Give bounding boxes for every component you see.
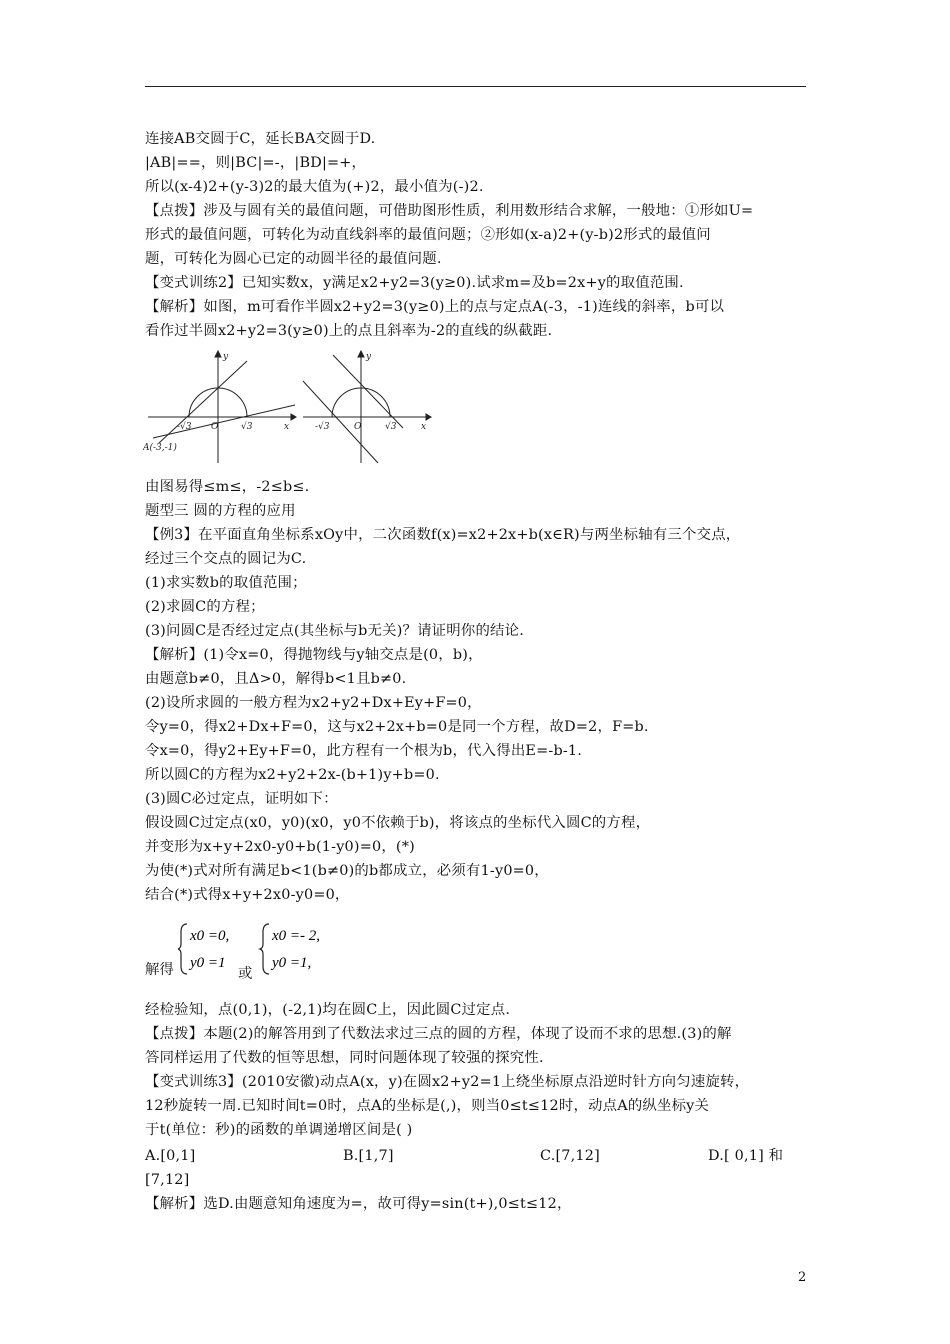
solve-label: 解得 [145,962,174,978]
text-line: 【解析】选D.由题意知角速度为=，故可得y=sin(t+),0≤t≤12， [145,1196,572,1212]
option-d: D.[ 0,1] 和 [708,1148,784,1164]
text-line: (3)圆C必过定点，证明如下： [145,791,338,807]
fig-left-pos-tick: √3 [241,422,253,432]
text-line: [7,12] [145,1172,190,1188]
text-line: 【解析】如图，m可看作半圆x2+y2=3(y≥0)上的点与定点A(-3，-1)连线的斜率，b可以 [145,299,725,315]
y-arrow [358,351,364,357]
header-rule [145,86,806,87]
text-line: 答同样运用了代数的恒等思想，同时问题体现了较强的探究性. [145,1050,544,1066]
text-line: |AB|==，则|BC|=-，|BD|=+， [145,155,367,171]
fig-right-neg-tick: -√3 [315,422,330,432]
figure-right [303,351,431,463]
text-line: 12秒旋转一周.已知时间t=0时，点A的坐标是(,)，则当0≤t≤12时，动点A的纵坐标y关 [145,1098,710,1114]
fig-left-neg-tick: -√3 [177,422,192,432]
text-line: (2)求圆C的方程； [145,599,265,615]
text-line: 并变形为x+y+2x0-y0+b(1-y0)=0，(*) [145,839,415,855]
text-line: 【例3】在平面直角坐标系xOy中，二次函数f(x)=x2+2x+b(x∈R)与两坐标轴有三个交点， [145,527,741,543]
text-line: (1)求实数b的取值范围； [145,575,307,591]
section-title: 题型三 圆的方程的应用 [145,503,296,519]
text-line: 于t(单位：秒)的函数的单调递增区间是( ) [145,1122,413,1138]
text-line: 形式的最值问题，可转化为动直线斜率的最值问题；②形如(x-a)2+(y-b)2形式的最值问 [145,227,711,243]
fig-left-point-label: A(-3,-1) [143,443,177,453]
fig-right-x-label: x [421,422,427,432]
text-line: 看作过半圆x2+y2=3(y≥0)上的点且斜率为-2的直线的纵截距. [145,323,553,339]
page-number: 2 [798,1270,807,1285]
x-arrow [426,414,431,420]
option-c: C.[7,12] [540,1148,600,1164]
system2-y: y0 =1, [272,955,312,971]
text-line: 【点拨】本题(2)的解答用到了代数法求过三点的圆的方程，体现了设而不求的思想.(3)的解 [145,1026,732,1042]
left-brace [178,924,187,974]
text-line: 经检验知，点(0,1)，(-2,1)均在圆C上，因此圆C过定点. [145,1002,511,1018]
secant-line [153,405,295,438]
option-b: B.[1,7] [343,1148,394,1164]
text-line: 结合(*)式得x+y+2x0-y0=0， [145,887,350,903]
fig-left-x-label: x [284,422,290,432]
text-line: 【变式训练2】已知实数x，y满足x2+y2=3(y≥0).试求m=及b=2x+y的取值范围. [145,275,684,291]
text-line: 【解析】(1)令x=0，得抛物线与y轴交点是(0，b)， [145,647,483,663]
text-line: 所以圆C的方程为x2+y2+2x-(b+1)y+b=0. [145,767,440,783]
fig-right-origin: O [354,422,362,432]
text-line: 为使(*)式对所有满足b<1(b≠0)的b都成立，必须有1-y0=0， [145,863,549,879]
text-line: 假设圆C过定点(x0，y0)(x0，y0不依赖于b)，将该点的坐标代入圆C的方程， [145,815,651,831]
text-line: 由图易得≤m≤，-2≤b≤. [145,479,310,495]
or-label: 或 [238,966,253,982]
right-brace [260,924,269,974]
fig-left-y-label: y [223,352,229,362]
text-line: 连接AB交圆于C，延长BA交圆于D. [145,131,376,147]
text-line: 【变式训练3】(2010安徽)动点A(x，y)在圆x2+y2=1上绕坐标原点沿逆时针方向匀速旋转， [145,1074,750,1090]
fig-right-pos-tick: √3 [385,422,397,432]
fig-left-origin: O [211,422,219,432]
x-arrow [291,414,296,420]
system2-x: x0 =- 2, [272,928,321,944]
y-arrow [215,351,221,357]
text-line: 题，可转化为圆心已定的动圆半径的最值问题. [145,251,442,267]
text-line: 所以(x-4)2+(y-3)2的最大值为(+)2，最小值为(-)2. [145,179,484,195]
equation-systems [178,920,338,980]
text-line: 由题意b≠0，且Δ>0，解得b<1且b≠0. [145,671,407,687]
text-line: 【点拨】涉及与圆有关的最值问题，可借助图形性质，利用数形结合求解，一般地：①形如U= [145,203,754,219]
tangent-line [159,361,247,443]
system1-x: x0 =0, [190,928,230,944]
option-a: A.[0,1] [145,1148,196,1164]
text-line: (2)设所求圆的一般方程为x2+y2+Dx+Ey+F=0， [145,695,482,711]
semicircle-figures [143,343,443,468]
fig-right-y-label: y [366,352,372,362]
system1-y: y0 =1 [190,955,226,971]
text-line: 令y=0，得x2+Dx+F=0，这与x2+2x+b=0是同一个方程，故D=2，F=b. [145,719,649,735]
text-line: (3)问圆C是否经过定点(其坐标与b无关)？请证明你的结论. [145,623,525,639]
text-line: 经过三个交点的圆记为C. [145,551,307,567]
text-line: 令x=0，得y2+Ey+F=0，此方程有一个根为b，代入得出E=-b-1. [145,743,583,759]
